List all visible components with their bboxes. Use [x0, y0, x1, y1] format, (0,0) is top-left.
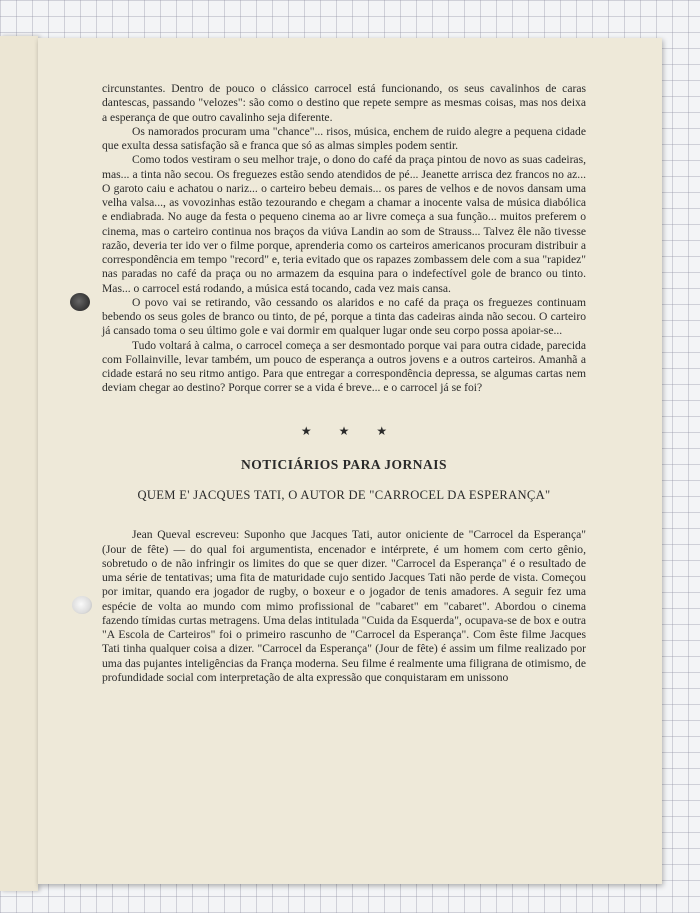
paragraph-4: O povo vai se retirando, vão cessando os alaridos e no café da praça os freguezes continuam bebendo os seus goles de branco ou tinto, de pé, porque a tinta das cadeiras ainda não secou. O carteiro já cansado toma o seu último gole e vai dormir em qualquer lugar onde seu corpo possa apoiar-se...	[102, 295, 586, 338]
paragraph-article: Jean Queval escreveu: Suponho que Jacques Tati, autor oniciente de "Carrocel da Esperança" (Jour de fête) — do qual foi argumentista, encenador e intérprete, é um homem com certo gênio, sobretudo o de não infringir os limites do que se quer dizer. "Carrocel da Esperança" é o resultado de uma série de tentativas; uma fita de maturidade cujo sentido Jacques Tati não perde de vista. Começou por imitar, quando era jogador de rugby, o boxeur e o jogador de tenis amadores. A seguir fez uma espécie de volta ao mundo com mimo profissional de "cabaret" em "cabaret". Abordou o cinema fazendo tímidas curtas metragens. Uma delas intitulada "Cuida da Esquerda", ocupava-se de box e outra "A Escola de Carteiros" foi o primeiro rascunho de "Carrocel da Esperança". Com êste filme Jacques Tati tinha qualquer coisa a dizer. "Carrocel da Esperança" (Jour de fête) é assim um filme realizado por uma das pujantes inteligências da França moderna. Seu filme é realmente uma filigrana de otimismo, de profundidade social com interpretação de alta expressão que conquistaram em unissono	[102, 528, 586, 684]
paragraph-3: Como todos vestiram o seu melhor traje, o dono do café da praça pintou de novo as suas cadeiras, mas... a tinta não secou. Os freguezes estão sendo atendidos de pé... Jeanette arrisca dez francos no az... O garoto caiu e achatou o nariz... o carteiro bebeu demais... os pares de velhos e de novos dansam uma velha valsa..., as vovozinhas estão tezourando e chegam a chamar a inocente valsa de música diabólica e endiabrada. No auge da festa o pequeno cinema ao ar livre começa a sua função... muitos preferem o cinema, mas o carteiro continua nos braços da viúva Landin ao som de Strauss... Talvez êle não tivesse razão, deveria ter ido ver o filme porque, aprenderia como os carteiros americanos procuram distribuir a correspondência em tempo "record" e, teria evitado que os rapazes zombassem dele com a sua "rapidez" nas paradas no café da praça ou no armazem da esquina para o indefectível gole de branco ou tinto. Mas... o carrocel está rodando, a música está tocando, cada vez mais cansa.	[102, 153, 586, 295]
paragraph-2: Os namorados procuram uma "chance"... risos, música, enchem de ruido alegre a pequena cidade que exulta dessa satisfação sã e franca que só as almas simples podem sentir.	[102, 124, 586, 152]
document-page	[38, 38, 662, 884]
binder-hole-left	[72, 596, 92, 614]
section-title: NOTICIÁRIOS PARA JORNAIS	[240, 456, 448, 472]
binder-hole-left-dark	[70, 293, 90, 311]
paragraph-5: Tudo voltará à calma, o carrocel começa a ser desmontado porque vai para outra cidade, parecida com Follainville, levar também, um pouco de esperança a outros jovens e a outros carteiros. Amanhã a cidade estará no seu ritmo antigo. Para que entregar a correspondência depressa, se algumas cartas nem deviam chegar ao destino? Porque correr se a vida é breve... e o carrocel já se foi?	[102, 338, 586, 395]
previous-page-edge	[0, 36, 38, 891]
section-subtitle: QUEM E' JACQUES TATI, O AUTOR DE "CARROCEL DA ESPERANÇA"	[137, 488, 551, 502]
page-content	[102, 82, 586, 685]
paragraph-1: circunstantes. Dentro de pouco o clássico carrocel está funcionando, os seus cavalinhos de caras dantescas, passando "velozes": são como o destino que repete sempre as mesmas coisas, mas nos deixa a esperança de que outro cavalinho seja diferente.	[102, 82, 586, 124]
section-separator: ★ ★ ★	[300, 423, 400, 438]
